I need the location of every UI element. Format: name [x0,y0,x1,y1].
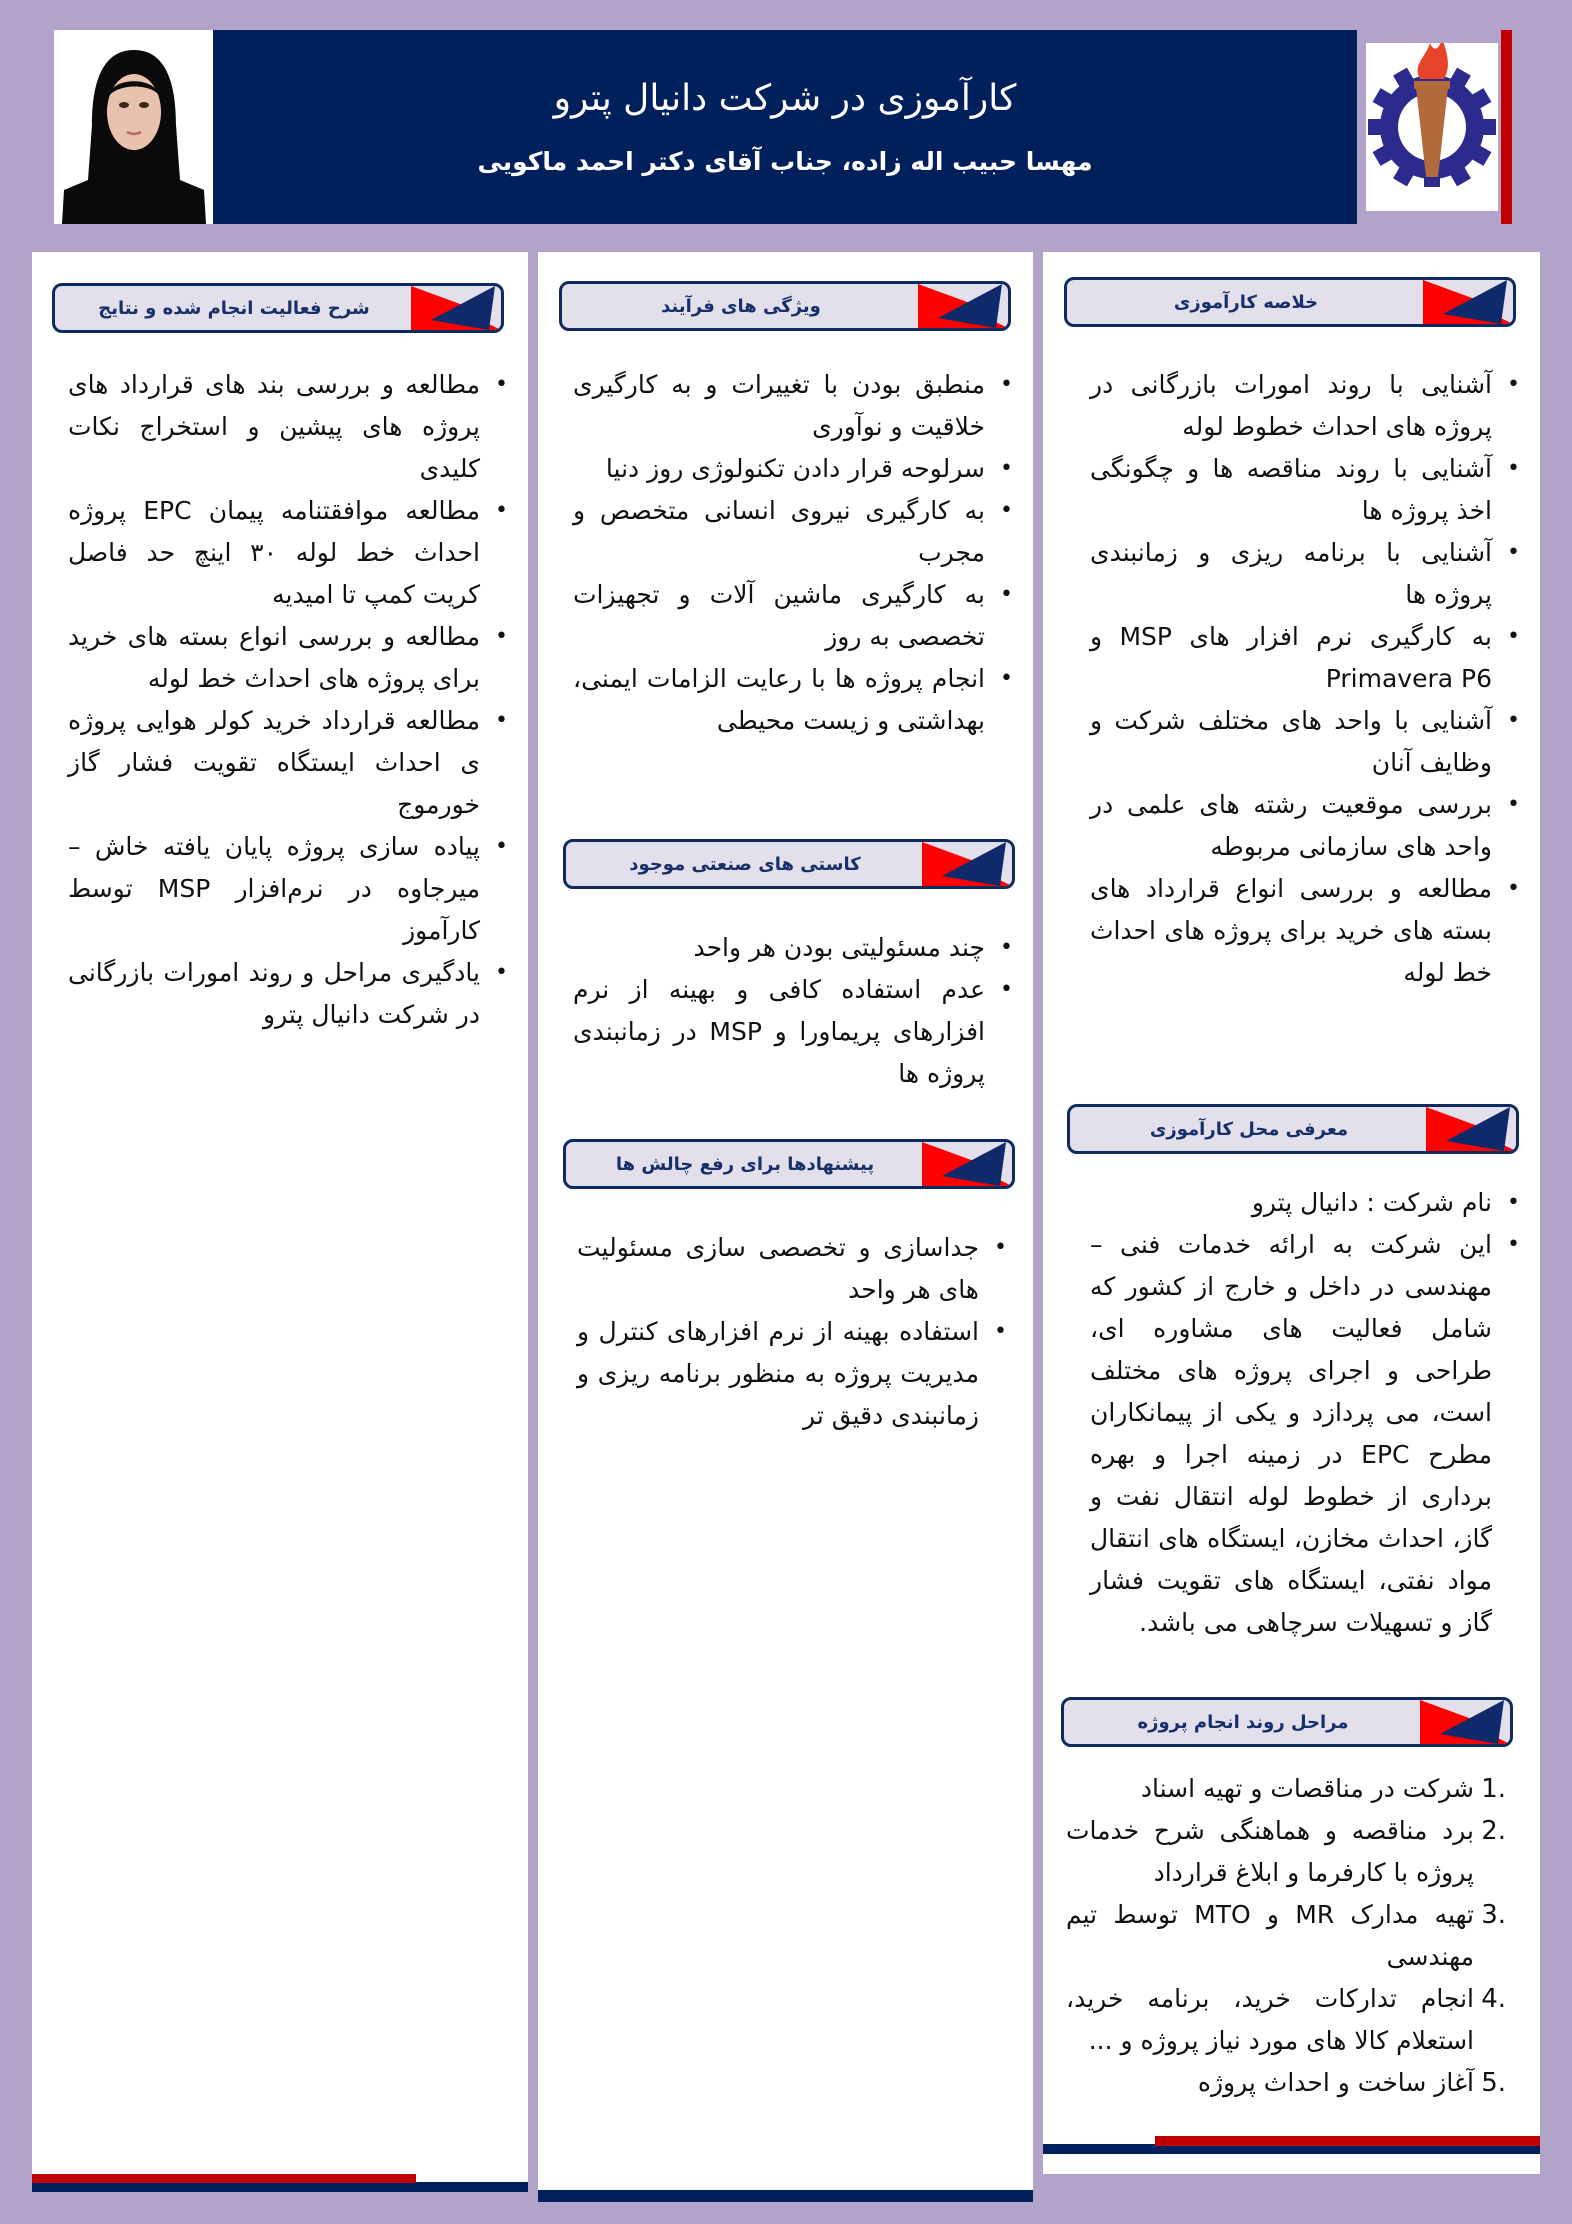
bullet-icon: • [495,372,508,397]
list-item: • مطالعه و بررسی انواع بسته های خرید برای پروژه های احداث خط لوله [68,616,508,700]
section-title: معرفی محل کارآموزی [1149,1118,1349,1140]
list-item: • آشنایی با برنامه ریزی و زمانبندی پروژه ها [1090,532,1520,616]
red-navy-triangle-icon [1423,280,1513,324]
section-header-intro [1067,1104,1519,1154]
features-list [573,364,1013,742]
portrait-image [54,30,214,224]
bullet-icon: • [1507,540,1520,565]
list-item: • مطالعه و بررسی انواع قرارداد های بسته های خرید برای پروژه های احداث خط لوله [1090,868,1520,994]
red-navy-triangle-icon [918,284,1008,328]
red-navy-triangle-icon [1420,1700,1510,1744]
list-item: • نام شرکت : دانیال پترو [1090,1182,1520,1224]
list-item: • آشنایی با واحد های مختلف شرکت و وظایف آنان [1090,700,1520,784]
bullet-icon: • [495,960,508,985]
list-item: • به کارگیری ماشین آلات و تجهیزات تخصصی به روز [573,574,1013,658]
logo-accent-bar [1501,30,1512,224]
step-item: 1. شرکت در مناقصات و تهیه اسناد [1140,1774,1506,1804]
suggestions-list [577,1227,1007,1437]
list-item: • پیاده سازی پروژه پایان یافته خاش – میرجاوه در نرم‌افزار MSP توسط کارآموز [68,826,508,952]
section-title: ویژگی های فرآیند [661,295,821,317]
bullet-icon: • [1000,935,1013,960]
bullet-icon: • [1507,1190,1520,1215]
gear-torch-logo-icon [1366,43,1498,211]
bullet-icon: • [1507,792,1520,817]
section-header-steps [1061,1697,1513,1747]
bullet-icon: • [495,834,508,859]
summary-list [1090,364,1520,994]
list-item: • چند مسئولیتی بودن هر واحد [573,927,1013,969]
bullet-icon: • [1507,372,1520,397]
bottom-red-bar [32,2174,416,2183]
step-item: 4. انجام تدارکات خرید، برنامه خرید، استعلام کالا های مورد نیاز پروژه و ... [1066,1984,1506,2055]
list-item: • به کارگیری نیروی انسانی متخصص و مجرب [573,490,1013,574]
list-item: • انجام پروژه ها با رعایت الزامات ایمنی، بهداشتی و زیست محیطی [573,658,1013,742]
bottom-red-bar [1155,2136,1540,2146]
list-item: • این شرکت به ارائه خدمات فنی – مهندسی در داخل و خارج از کشور که شامل فعالیت های مشاوره ای، طراحی و اجرای پروژه های مختلف است، می پردازد و یکی از پیمانکاران مطرح EPC در زمینه اجرا و بهره برداری از خطوط لوله انتقال نفت و گاز، احداث مخازن، ایستگاه های انتقال مواد نفتی، ایستگاه های تقویت فشار گاز و تسهیلات سرچاهی می باشد. [1090,1224,1520,1644]
section-title: شرح فعالیت انجام شده و نتایج [98,297,370,319]
bottom-navy-bar [538,2190,1033,2202]
bullet-icon: • [1000,582,1013,607]
step-item: 2. برد مناقصه و هماهنگی شرح خدمات پروژه با کارفرما و ابلاغ قرارداد [1066,1816,1506,1887]
list-item: • سرلوحه قرار دادن تکنولوژی روز دنیا [573,448,1013,490]
bullet-icon: • [1507,456,1520,481]
red-navy-triangle-icon [922,842,1012,886]
university-logo [1366,43,1498,211]
right-column-panel [1043,252,1540,2174]
bullet-icon: • [1507,1232,1520,1257]
red-navy-triangle-icon [922,1142,1012,1186]
bullet-icon: • [1000,456,1013,481]
title-banner [213,30,1357,224]
section-header-suggestions [563,1139,1015,1189]
list-item: • به کارگیری نرم افزار های MSP و Primavera P6 [1090,616,1520,700]
red-navy-triangle-icon [1426,1107,1516,1151]
step-item: 3. تهیه مدارک MR و MTO توسط تیم مهندسی [1066,1900,1506,1971]
shortcomings-list [573,927,1013,1095]
bullet-icon: • [994,1319,1007,1344]
bullet-icon: • [1000,977,1013,1002]
poster-authors: مهسا حبیب اله زاده، جناب آقای دکتر احمد ماکویی [477,147,1093,176]
section-header-features [559,281,1011,331]
bullet-icon: • [994,1235,1007,1260]
list-item: • آشنایی با روند امورات بازرگانی در پروژه های احداث خطوط لوله [1090,364,1520,448]
activities-list [68,364,508,1036]
step-item: 5. آغاز ساخت و احداث پروژه [1197,2068,1506,2098]
bottom-navy-bar [32,2182,528,2192]
bullet-icon: • [495,498,508,523]
section-header-summary [1064,277,1516,327]
bullet-icon: • [1000,498,1013,523]
section-header-shortcomings [563,839,1015,889]
list-item: • عدم استفاده کافی و بهینه از نرم افزارهای پریماورا و MSP در زمانبندی پروژه ها [573,969,1013,1095]
bullet-icon: • [1000,372,1013,397]
section-title: مراحل روند انجام پروژه [1137,1711,1349,1733]
list-item: • بررسی موقعیت رشته های علمی در واحد های سازمانی مربوطه [1090,784,1520,868]
list-item: • جداسازی و تخصصی سازی مسئولیت های هر واحد [577,1227,1007,1311]
list-item: • استفاده بهینه از نرم افزارهای کنترل و مدیریت پروژه به منظور برنامه ریزی و زمانبندی دقیق تر [577,1311,1007,1437]
steps-list [1066,1768,1506,2104]
list-item: • مطالعه و بررسی بند های قرارداد های پروژه های پیشین و استخراج نکات کلیدی [68,364,508,490]
section-title: پیشنهادها برای رفع چالش ها [615,1153,875,1175]
section-title: خلاصه کارآموزی [1173,291,1319,313]
bullet-icon: • [1507,624,1520,649]
bullet-icon: • [1507,708,1520,733]
bullet-icon: • [1507,876,1520,901]
middle-column-panel [538,252,1033,2200]
list-item: • مطالعه موافقتنامه پیمان EPC پروژه احداث خط لوله ۳۰ اینچ حد فاصل کریت کمپ تا امیدیه [68,490,508,616]
red-navy-triangle-icon [411,286,501,330]
left-column-panel [32,252,528,2192]
bullet-icon: • [495,624,508,649]
section-header-activities [52,283,504,333]
bullet-icon: • [495,708,508,733]
list-item: • یادگیری مراحل و روند امورات بازرگانی در شرکت دانیال پترو [68,952,508,1036]
poster-title: کارآموزی در شرکت دانیال پترو [553,78,1017,119]
intro-list [1090,1182,1520,1644]
section-title: کاستی های صنعتی موجود [629,853,861,875]
list-item: • آشنایی با روند مناقصه ها و چگونگی اخذ پروژه ها [1090,448,1520,532]
student-photo [54,30,214,224]
bullet-icon: • [1000,666,1013,691]
list-item: • مطالعه قرارداد خرید کولر هوایی پروژه ی احداث ایستگاه تقویت فشار گاز خورموج [68,700,508,826]
list-item: • منطبق بودن با تغییرات و به کارگیری خلاقیت و نوآوری [573,364,1013,448]
